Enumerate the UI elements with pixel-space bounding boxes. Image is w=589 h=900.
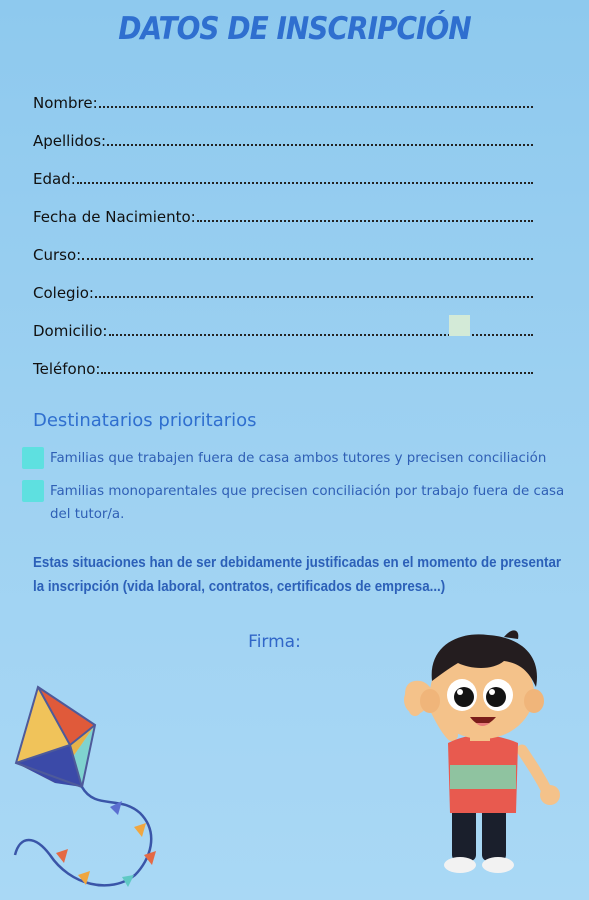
name-label: Nombre: <box>33 94 98 112</box>
option-dual-workers: Familias que trabajen fuera de casa ambos tutores y precisen conciliación <box>50 451 547 466</box>
school-field[interactable] <box>33 278 533 302</box>
name-field[interactable] <box>33 88 533 112</box>
surname-fill-line <box>107 144 533 146</box>
child-illustration <box>400 625 570 880</box>
page-title: DATOS DE INSCRIPCIÓN <box>118 10 471 47</box>
priority-title: Destinatarios prioritarios <box>33 410 257 431</box>
surname-field[interactable] <box>33 126 533 150</box>
age-field[interactable] <box>33 164 533 188</box>
course-field[interactable] <box>33 240 533 264</box>
age-label: Edad: <box>33 170 76 188</box>
age-fill-line <box>77 182 533 184</box>
kite-string <box>15 787 151 885</box>
school-label: Colegio: <box>33 284 94 302</box>
phone-field[interactable] <box>33 354 533 378</box>
checkbox-dual-workers[interactable] <box>22 447 44 469</box>
signature-label: Firma: <box>248 632 301 652</box>
school-fill-line <box>95 296 533 298</box>
kite-icon <box>10 685 180 895</box>
course-label: Curso: <box>33 246 82 264</box>
phone-fill-line <box>101 372 533 374</box>
child-figure <box>404 630 560 873</box>
kite-body <box>16 687 95 787</box>
justification-note: Estas situaciones han de ser debidamente justificadas en el momento de presentar la inscripción (vida laboral, contratos, certificados de empresa...) <box>33 555 562 595</box>
surname-label: Apellidos: <box>33 132 107 150</box>
square-mark <box>449 315 470 336</box>
course-fill-line <box>82 258 533 260</box>
name-fill-line <box>99 106 533 108</box>
birthdate-label: Fecha de Nacimiento: <box>33 208 196 226</box>
phone-label: Teléfono: <box>33 360 101 378</box>
option-single-parent: Familias monoparentales que precisen conciliación por trabajo fuera de casa del tutor/a. <box>50 484 565 522</box>
birthdate-fill-line <box>197 220 533 222</box>
address-label: Domicilio: <box>33 322 108 340</box>
birthdate-field[interactable] <box>33 202 533 226</box>
checkbox-single-parent[interactable] <box>22 480 44 502</box>
